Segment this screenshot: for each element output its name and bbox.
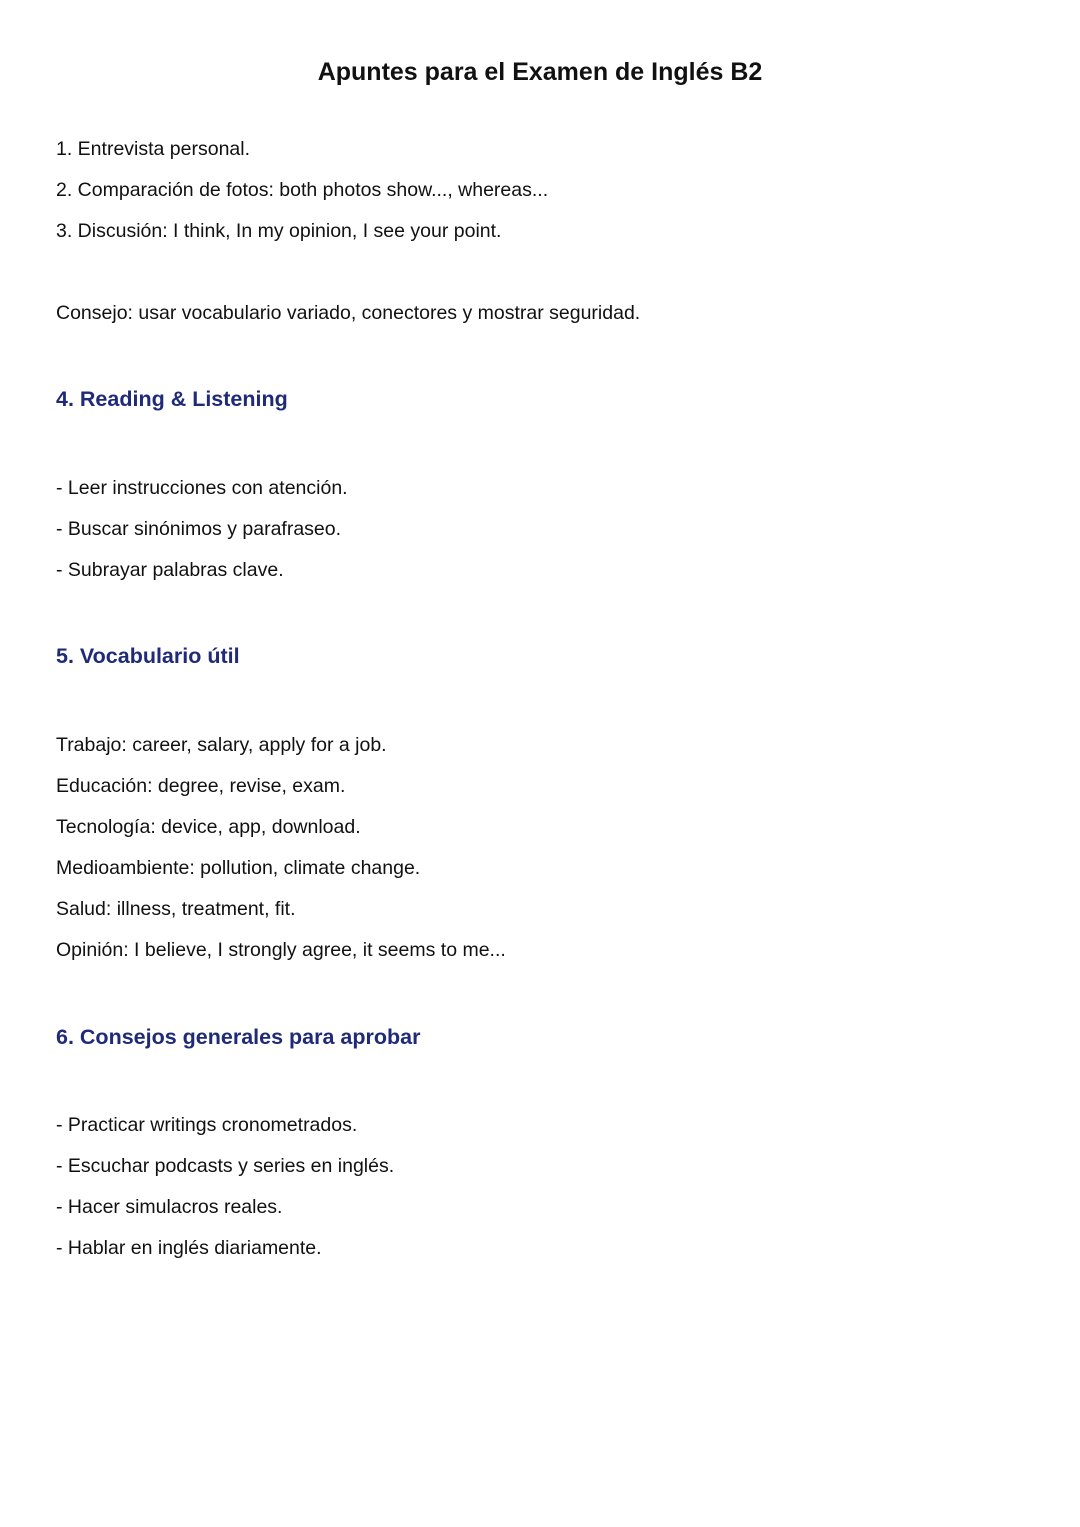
tip-item-mock-exams: - Hacer simulacros reales. [56, 1196, 283, 1218]
reading-item-keywords: - Subrayar palabras clave. [56, 559, 284, 581]
speaking-item-interview: 1. Entrevista personal. [56, 138, 251, 160]
tip-item-podcasts: - Escuchar podcasts y series en inglés. [56, 1155, 395, 1177]
vocab-item-environment: Medioambiente: pollution, climate change. [56, 857, 421, 879]
speaking-item-photos: 2. Comparación de fotos: both photos show..., whereas... [56, 179, 549, 201]
vocab-item-work: Trabajo: career, salary, apply for a job. [56, 734, 387, 756]
vocab-item-technology: Tecnología: device, app, download. [56, 816, 361, 838]
reading-item-synonyms: - Buscar sinónimos y parafraseo. [56, 518, 342, 540]
reading-item-instructions: - Leer instrucciones con atención. [56, 477, 348, 499]
speaking-tip: Consejo: usar vocabulario variado, conectores y mostrar seguridad. [56, 302, 641, 324]
tip-item-speak-daily: - Hablar en inglés diariamente. [56, 1237, 322, 1259]
page-title: Apuntes para el Examen de Inglés B2 [317, 58, 763, 86]
tip-item-writings: - Practicar writings cronometrados. [56, 1114, 358, 1136]
vocab-item-health: Salud: illness, treatment, fit. [56, 898, 296, 920]
section-heading-general-tips: 6. Consejos generales para aprobar [56, 1025, 421, 1049]
speaking-item-discussion: 3. Discusión: I think, In my opinion, I see your point. [56, 220, 502, 242]
vocab-item-opinion: Opinión: I believe, I strongly agree, it seems to me... [56, 939, 506, 961]
section-heading-vocabulary: 5. Vocabulario útil [56, 644, 240, 668]
section-heading-reading-listening: 4. Reading & Listening [56, 387, 288, 411]
vocab-item-education: Educación: degree, revise, exam. [56, 775, 346, 797]
